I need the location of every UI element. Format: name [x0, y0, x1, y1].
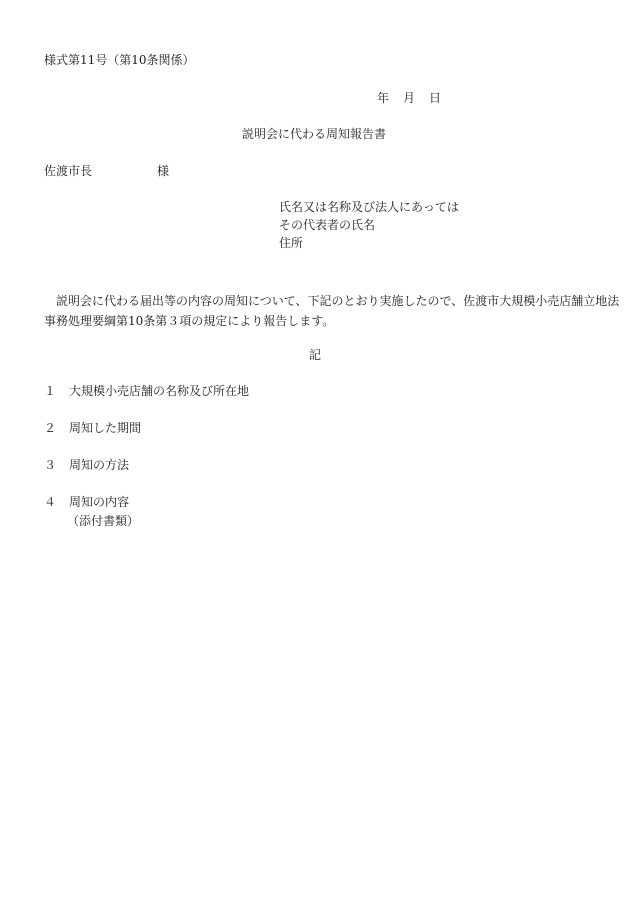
date-line [377, 90, 441, 106]
item-number: ３ [44, 458, 57, 472]
item-number: １ [44, 384, 57, 398]
list-item [44, 457, 129, 473]
list-item [44, 494, 129, 510]
day-label: 日 [429, 91, 442, 105]
item-number: ２ [44, 421, 57, 435]
list-item [44, 420, 141, 436]
item-text: 周知の内容 [69, 495, 130, 509]
applicant-address-label: 住所 [279, 236, 304, 250]
item-number: ４ [44, 495, 57, 509]
document-title: 説明会に代わる周知報告書 [242, 127, 387, 141]
applicant-name-label: 氏名又は名称及び法人にあっては [279, 200, 459, 214]
ki-heading: 記 [309, 348, 322, 362]
addressee-honorific: 様 [157, 164, 170, 178]
body-paragraph: 説明会に代わる届出等の内容の周知について、下記のとおり実施したので、佐渡市大規模小売店舗立地法事務処理要綱第10条第３項の規定により報告します。 [44, 294, 620, 328]
applicant-block [279, 199, 459, 253]
applicant-representative-label: その代表者の氏名 [279, 218, 376, 232]
month-label: 月 [403, 91, 416, 105]
form-number: 様式第11号（第10条関係） [44, 53, 195, 67]
list-item [44, 383, 249, 399]
item-text: 周知した期間 [69, 421, 142, 435]
addressee-name: 佐渡市長 [44, 164, 93, 178]
item-text: 周知の方法 [69, 458, 130, 472]
year-label: 年 [377, 91, 390, 105]
attachment-note: （添付書類） [67, 514, 140, 528]
item-text: 大規模小売店舗の名称及び所在地 [69, 384, 250, 398]
